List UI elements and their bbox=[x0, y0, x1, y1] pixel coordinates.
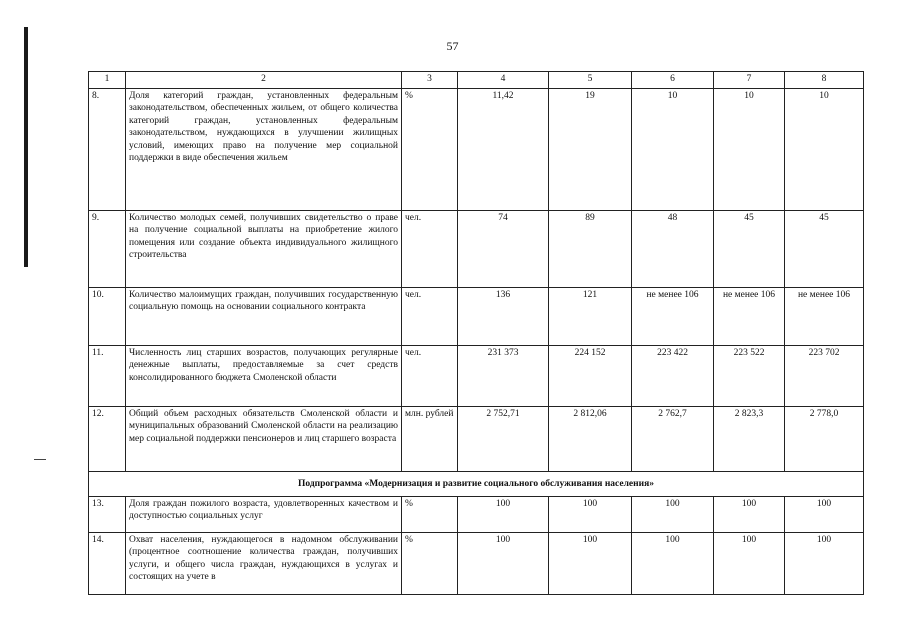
value-cell: 100 bbox=[458, 497, 549, 533]
unit-cell: % bbox=[402, 89, 458, 211]
value-cell: 100 bbox=[714, 533, 785, 595]
value-cell: 100 bbox=[549, 497, 632, 533]
indicator-name: Количество малоимущих граждан, получивших государственную социальную помощь на основании социального контракта bbox=[126, 288, 402, 346]
subprogram-title: Подпрограмма «Модернизация и развитие социального обслуживания населения» bbox=[89, 472, 864, 497]
unit-cell: % bbox=[402, 497, 458, 533]
value-cell: 45 bbox=[785, 211, 864, 288]
indicator-name: Численность лиц старших возрастов, получающих регулярные денежные выплаты, предоставляемые за счет средств консолидированного бюджета Смоленской области bbox=[126, 346, 402, 407]
header-cell: 4 bbox=[458, 72, 549, 89]
value-cell: 45 bbox=[714, 211, 785, 288]
value-cell: 2 778,0 bbox=[785, 407, 864, 472]
row-number: 10. bbox=[89, 288, 126, 346]
value-cell: не менее 106 bbox=[714, 288, 785, 346]
unit-cell: чел. bbox=[402, 211, 458, 288]
unit-cell: чел. bbox=[402, 288, 458, 346]
value-cell: 100 bbox=[785, 497, 864, 533]
table-row bbox=[89, 89, 864, 211]
value-cell: 11,42 bbox=[458, 89, 549, 211]
value-cell: 100 bbox=[549, 533, 632, 595]
header-cell: 2 bbox=[126, 72, 402, 89]
header-cell: 1 bbox=[89, 72, 126, 89]
column-number-header bbox=[89, 72, 864, 89]
value-cell: 100 bbox=[458, 533, 549, 595]
row-number: 14. bbox=[89, 533, 126, 595]
value-cell: не менее 106 bbox=[785, 288, 864, 346]
unit-cell: млн. рублей bbox=[402, 407, 458, 472]
indicator-name: Количество молодых семей, получивших свидетельство о праве на получение социальной выплаты на приобретение жилого помещения или создание объекта индивидуального жилищного строительства bbox=[126, 211, 402, 288]
scan-edge-mark bbox=[24, 27, 28, 267]
table-row bbox=[89, 497, 864, 533]
value-cell: 223 702 bbox=[785, 346, 864, 407]
value-cell: 48 bbox=[632, 211, 714, 288]
header-cell: 3 bbox=[402, 72, 458, 89]
value-cell: 100 bbox=[714, 497, 785, 533]
table-row bbox=[89, 407, 864, 472]
table-row bbox=[89, 533, 864, 595]
page-number: 57 bbox=[446, 39, 459, 53]
value-cell: 100 bbox=[632, 533, 714, 595]
value-cell: 100 bbox=[785, 533, 864, 595]
unit-cell: % bbox=[402, 533, 458, 595]
indicator-name: Доля категорий граждан, установленных федеральным законодательством, обеспеченных жильем, от общего количества категорий граждан, установленных федеральным законодательством, нуждающихся в улучшении жилищных условий, имеющих право на получение мер социальной поддержки в виде обеспечения жильем bbox=[126, 89, 402, 211]
indicator-name: Доля граждан пожилого возраста, удовлетворенных качеством и доступностью социальных услуг bbox=[126, 497, 402, 533]
header-cell: 6 bbox=[632, 72, 714, 89]
value-cell: 2 762,7 bbox=[632, 407, 714, 472]
value-cell: 223 422 bbox=[632, 346, 714, 407]
value-cell: 10 bbox=[632, 89, 714, 211]
value-cell: 231 373 bbox=[458, 346, 549, 407]
table-row bbox=[89, 346, 864, 407]
subprogram-header-row bbox=[89, 472, 864, 497]
value-cell: 224 152 bbox=[549, 346, 632, 407]
row-number: 12. bbox=[89, 407, 126, 472]
indicator-name: Общий объем расходных обязательств Смоленской области и муниципальных образований Смоленской области на реализацию мер социальной поддержки пенсионеров и лиц старшего возраста bbox=[126, 407, 402, 472]
row-number: 11. bbox=[89, 346, 126, 407]
indicators-table bbox=[88, 71, 864, 595]
value-cell: 2 752,71 bbox=[458, 407, 549, 472]
scan-dash-mark bbox=[34, 459, 46, 460]
value-cell: 89 bbox=[549, 211, 632, 288]
value-cell: не менее 106 bbox=[632, 288, 714, 346]
value-cell: 223 522 bbox=[714, 346, 785, 407]
value-cell: 10 bbox=[785, 89, 864, 211]
header-cell: 5 bbox=[549, 72, 632, 89]
table-row bbox=[89, 211, 864, 288]
header-cell: 8 bbox=[785, 72, 864, 89]
value-cell: 74 bbox=[458, 211, 549, 288]
value-cell: 2 812,06 bbox=[549, 407, 632, 472]
value-cell: 136 bbox=[458, 288, 549, 346]
row-number: 9. bbox=[89, 211, 126, 288]
value-cell: 10 bbox=[714, 89, 785, 211]
value-cell: 100 bbox=[632, 497, 714, 533]
row-number: 13. bbox=[89, 497, 126, 533]
unit-cell: чел. bbox=[402, 346, 458, 407]
value-cell: 19 bbox=[549, 89, 632, 211]
row-number: 8. bbox=[89, 89, 126, 211]
indicator-name: Охват населения, нуждающегося в надомном обслуживании (процентное соотношение количества граждан, получивших услуги, и общего числа граждан, нуждающихся в услугах и состоящих на учете в bbox=[126, 533, 402, 595]
header-cell: 7 bbox=[714, 72, 785, 89]
table-row bbox=[89, 288, 864, 346]
value-cell: 121 bbox=[549, 288, 632, 346]
value-cell: 2 823,3 bbox=[714, 407, 785, 472]
